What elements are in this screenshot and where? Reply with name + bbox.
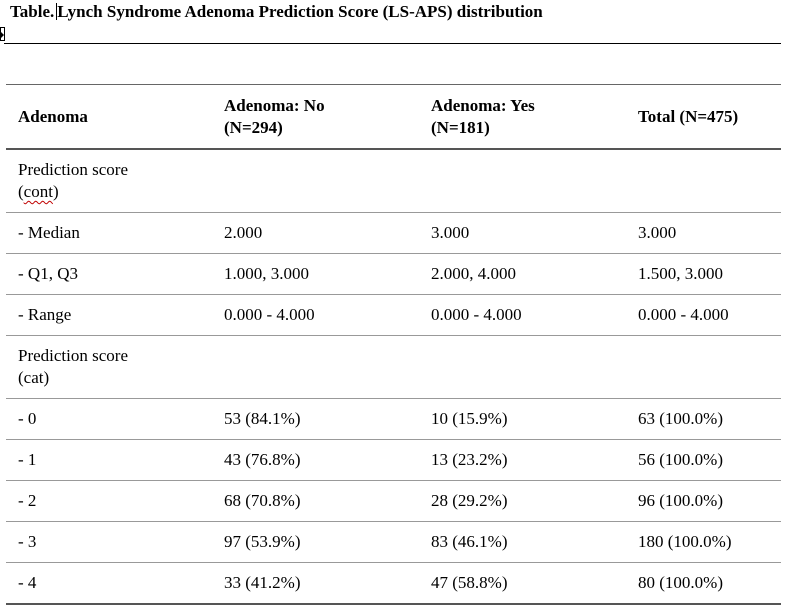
empty-cell xyxy=(212,149,419,213)
header-adenoma-yes-label: Adenoma: Yes xyxy=(431,95,535,115)
section-heading-cat xyxy=(6,336,212,399)
cell-adenoma-yes: 28 (29.2%) xyxy=(431,491,508,510)
row-label: - 3 xyxy=(18,532,37,551)
cell-total: 1.500, 3.000 xyxy=(638,264,723,283)
cell-adenoma-no: 68 (70.8%) xyxy=(224,491,301,510)
object-anchor-icon[interactable] xyxy=(0,27,5,41)
header-adenoma-no-n: (N=294) xyxy=(224,117,283,137)
header-adenoma-no xyxy=(212,85,419,150)
cell-adenoma-yes: 0.000 - 4.000 xyxy=(431,305,522,324)
cell-total: 3.000 xyxy=(638,223,677,242)
cell-total: 0.000 - 4.000 xyxy=(638,305,729,324)
row-label: - Range xyxy=(18,305,72,324)
row-label: - 1 xyxy=(18,450,37,469)
caption-text: Lynch Syndrome Adenoma Prediction Score (LS-APS) distribution xyxy=(57,2,543,21)
section-heading-cont xyxy=(6,149,212,213)
table-caption xyxy=(10,2,543,22)
cell-adenoma-no: 53 (84.1%) xyxy=(224,409,301,428)
row-label: - 4 xyxy=(18,573,37,592)
section-heading-row xyxy=(6,336,781,399)
cell-adenoma-no: 0.000 - 4.000 xyxy=(224,305,315,324)
table-row xyxy=(6,481,781,522)
section-heading-line1: Prediction score xyxy=(18,346,128,365)
header-adenoma: Adenoma xyxy=(18,106,88,126)
cell-adenoma-no: 1.000, 3.000 xyxy=(224,264,309,283)
cell-total: 180 (100.0%) xyxy=(638,532,732,551)
caption-divider xyxy=(4,43,781,44)
cell-total: 63 (100.0%) xyxy=(638,409,723,428)
empty-cell xyxy=(212,336,419,399)
cell-adenoma-yes: 13 (23.2%) xyxy=(431,450,508,469)
table-row xyxy=(6,399,781,440)
table-row xyxy=(6,213,781,254)
table-row xyxy=(6,295,781,336)
cell-adenoma-yes: 10 (15.9%) xyxy=(431,409,508,428)
header-row xyxy=(6,85,781,150)
cell-adenoma-yes: 83 (46.1%) xyxy=(431,532,508,551)
header-adenoma-yes xyxy=(419,85,626,150)
empty-cell xyxy=(626,149,781,213)
table-row xyxy=(6,522,781,563)
section-heading-line2-close: ) xyxy=(52,182,59,201)
cell-adenoma-yes: 2.000, 4.000 xyxy=(431,264,516,283)
row-label: - Q1, Q3 xyxy=(18,264,78,283)
empty-cell xyxy=(419,149,626,213)
table-row xyxy=(6,563,781,605)
row-label: - 2 xyxy=(18,491,37,510)
row-label: - 0 xyxy=(18,409,37,428)
caption-label: Table. xyxy=(10,2,55,21)
table-row xyxy=(6,440,781,481)
header-adenoma-no-label: Adenoma: No xyxy=(224,95,325,115)
header-total: Total (N=475) xyxy=(638,106,739,126)
ls-aps-table xyxy=(6,84,781,605)
table-row xyxy=(6,254,781,295)
section-heading-line2-open: ( xyxy=(18,182,24,201)
empty-cell xyxy=(419,336,626,399)
cell-adenoma-no: 97 (53.9%) xyxy=(224,532,301,551)
section-heading-line2: (cat) xyxy=(18,368,50,387)
row-label: - Median xyxy=(18,223,80,242)
section-heading-row xyxy=(6,149,781,213)
empty-cell xyxy=(626,336,781,399)
cell-total: 96 (100.0%) xyxy=(638,491,723,510)
cell-adenoma-no: 2.000 xyxy=(224,223,263,242)
cell-total: 80 (100.0%) xyxy=(638,573,723,592)
cell-adenoma-no: 43 (76.8%) xyxy=(224,450,301,469)
cell-adenoma-yes: 3.000 xyxy=(431,223,470,242)
section-heading-line1: Prediction score xyxy=(18,160,128,179)
cell-adenoma-yes: 47 (58.8%) xyxy=(431,573,508,592)
cell-total: 56 (100.0%) xyxy=(638,450,723,469)
header-adenoma-yes-n: (N=181) xyxy=(431,117,490,137)
spelling-flag-cont: cont xyxy=(23,182,53,201)
cell-adenoma-no: 33 (41.2%) xyxy=(224,573,301,592)
